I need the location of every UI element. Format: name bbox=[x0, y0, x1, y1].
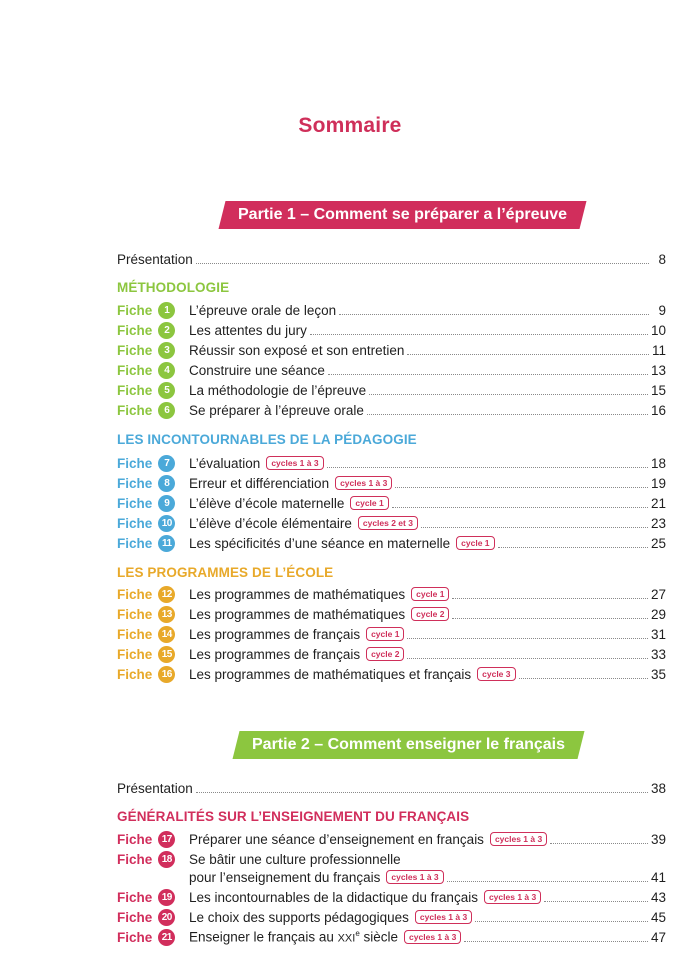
page-number: 47 bbox=[650, 929, 666, 945]
toc-entry[interactable] bbox=[117, 887, 666, 907]
fiche-label: Fiche 4 bbox=[117, 362, 189, 379]
fiche-label: Fiche 13 bbox=[117, 606, 189, 623]
entry-title: Les programmes de mathématiques bbox=[189, 586, 406, 602]
page-number: 23 bbox=[650, 515, 666, 531]
entry-title: L’élève d’école élémentaire bbox=[189, 515, 352, 531]
fiche-label: Fiche 19 bbox=[117, 889, 189, 906]
page-number: 18 bbox=[650, 455, 666, 471]
page-number: 19 bbox=[650, 475, 666, 491]
entry-title: Préparer une séance d’enseignement en français bbox=[189, 831, 484, 847]
cycle-tag: cycles 1 à 3 bbox=[490, 832, 547, 846]
fiche-label: Fiche 20 bbox=[117, 909, 189, 926]
fiche-number-badge: 15 bbox=[158, 646, 175, 663]
entry-title: Erreur et différenciation bbox=[189, 475, 330, 491]
dot-leader bbox=[519, 678, 648, 679]
fiche-label: Fiche 11 bbox=[117, 535, 189, 552]
fiche-label: Fiche 5 bbox=[117, 382, 189, 399]
section-heading-incontournables: LES INCONTOURNABLES DE LA PÉDAGOGIE bbox=[117, 432, 417, 447]
dot-leader bbox=[327, 467, 648, 468]
toc-entry[interactable] bbox=[117, 644, 666, 664]
fiche-number-badge: 12 bbox=[158, 586, 175, 603]
part-2-banner[interactable] bbox=[233, 731, 585, 759]
toc-entry[interactable] bbox=[117, 604, 666, 624]
dot-leader bbox=[392, 507, 648, 508]
fiche-label: Fiche 16 bbox=[117, 666, 189, 683]
cycle-tag: cycle 1 bbox=[350, 496, 388, 510]
toc-entry[interactable] bbox=[117, 533, 666, 553]
dot-leader bbox=[407, 658, 648, 659]
entry-title: Enseigner le français au XXIe siècle bbox=[189, 929, 399, 945]
toc-entry[interactable] bbox=[117, 927, 666, 947]
page-number: 31 bbox=[650, 626, 666, 642]
entry-title: Les programmes de mathématiques et français bbox=[189, 666, 472, 682]
cycle-tag: cycles 1 à 3 bbox=[415, 910, 472, 924]
entry-title: Les programmes de français bbox=[189, 646, 361, 662]
entry-title: L’élève d’école maternelle bbox=[189, 495, 345, 511]
cycle-tag: cycles 2 et 3 bbox=[358, 516, 418, 530]
toc-entry[interactable] bbox=[117, 624, 666, 644]
dot-leader bbox=[369, 394, 648, 395]
toc-entry[interactable] bbox=[117, 513, 666, 533]
toc-entry[interactable] bbox=[117, 380, 666, 400]
toc-entry[interactable] bbox=[117, 664, 666, 684]
fiche-number-badge: 17 bbox=[158, 831, 175, 848]
fiche-number-badge: 14 bbox=[158, 626, 175, 643]
toc-entry[interactable] bbox=[117, 320, 666, 340]
fiche-number-badge: 3 bbox=[158, 342, 175, 359]
dot-leader bbox=[407, 354, 649, 355]
fiche-number-badge: 6 bbox=[158, 402, 175, 419]
fiche-number-badge: 18 bbox=[158, 851, 175, 868]
fiche-number-badge: 19 bbox=[158, 889, 175, 906]
entry-title: Se préparer à l’épreuve orale bbox=[189, 402, 364, 418]
entry-title: Les programmes de français bbox=[189, 626, 361, 642]
fiche-number-badge: 2 bbox=[158, 322, 175, 339]
part-1-banner[interactable] bbox=[219, 201, 587, 229]
page-number: 35 bbox=[650, 666, 666, 682]
toc-entry[interactable] bbox=[117, 300, 666, 320]
entry-title: L’évaluation bbox=[189, 455, 261, 471]
cycle-tag: cycles 1 à 3 bbox=[335, 476, 392, 490]
fiche-number-badge: 1 bbox=[158, 302, 175, 319]
fiche-number-badge: 13 bbox=[158, 606, 175, 623]
dot-leader bbox=[452, 598, 647, 599]
dot-leader bbox=[421, 527, 648, 528]
page-number: 11 bbox=[651, 342, 666, 358]
fiche-number-badge: 7 bbox=[158, 455, 175, 472]
dot-leader bbox=[452, 618, 647, 619]
fiche-number-badge: 5 bbox=[158, 382, 175, 399]
page-number: 38 bbox=[650, 780, 666, 796]
page-number: 25 bbox=[650, 535, 666, 551]
fiche-label: Fiche 1 bbox=[117, 302, 189, 319]
fiche-label: Fiche 9 bbox=[117, 495, 189, 512]
page-number: 39 bbox=[650, 831, 666, 847]
dot-leader bbox=[196, 792, 648, 793]
part-2-banner-label: Partie 2 – Comment enseigner le français bbox=[252, 736, 566, 753]
entry-title: L’épreuve orale de leçon bbox=[189, 302, 337, 318]
dot-leader bbox=[196, 263, 649, 264]
dot-leader bbox=[310, 334, 648, 335]
toc-entry-line2[interactable] bbox=[117, 867, 666, 887]
fiche-label: Fiche 6 bbox=[117, 402, 189, 419]
toc-entry-line1[interactable] bbox=[117, 849, 666, 869]
entry-title: Les programmes de mathématiques bbox=[189, 606, 406, 622]
page-number: 8 bbox=[658, 251, 666, 267]
dot-leader bbox=[498, 547, 648, 548]
entry-title: Les attentes du jury bbox=[189, 322, 307, 338]
toc-entry[interactable] bbox=[117, 829, 666, 849]
page-number: 33 bbox=[650, 646, 666, 662]
fiche-number-badge: 21 bbox=[158, 929, 175, 946]
page-number: 27 bbox=[650, 586, 666, 602]
page-number: 10 bbox=[650, 322, 666, 338]
cycle-tag: cycle 1 bbox=[411, 587, 449, 601]
presentation-label: Présentation bbox=[117, 251, 193, 267]
page-number: 21 bbox=[650, 495, 666, 511]
toc-entry[interactable] bbox=[117, 473, 666, 493]
fiche-label: Fiche 8 bbox=[117, 475, 189, 492]
dot-leader bbox=[447, 881, 648, 882]
fiche-number-badge: 16 bbox=[158, 666, 175, 683]
toc-entry[interactable] bbox=[117, 340, 666, 360]
fiche-label: Fiche 18 bbox=[117, 851, 189, 868]
entry-title: Réussir son exposé et son entretien bbox=[189, 342, 405, 358]
dot-leader bbox=[367, 414, 648, 415]
dot-leader bbox=[550, 843, 648, 844]
dot-leader bbox=[475, 921, 648, 922]
fiche-label: Fiche 2 bbox=[117, 322, 189, 339]
toc-entry[interactable] bbox=[117, 907, 666, 927]
cycle-tag: cycle 1 bbox=[456, 536, 494, 550]
entry-title: Construire une séance bbox=[189, 362, 325, 378]
fiche-label: Fiche 3 bbox=[117, 342, 189, 359]
fiche-number-badge: 8 bbox=[158, 475, 175, 492]
dot-leader bbox=[395, 487, 648, 488]
fiche-number-badge: 10 bbox=[158, 515, 175, 532]
fiche-label: Fiche 10 bbox=[117, 515, 189, 532]
page-number: 9 bbox=[658, 302, 666, 318]
dot-leader bbox=[339, 314, 649, 315]
entry-title-line1: Se bâtir une culture professionnelle bbox=[189, 851, 401, 867]
entry-title: Les spécificités d’une séance en maternelle bbox=[189, 535, 451, 551]
fiche-number-badge: 9 bbox=[158, 495, 175, 512]
cycle-tag: cycles 1 à 3 bbox=[266, 456, 323, 470]
presentation-label: Présentation bbox=[117, 780, 193, 796]
toc-entry[interactable] bbox=[117, 493, 666, 513]
part-1-banner-label: Partie 1 – Comment se préparer a l’épreuve bbox=[238, 206, 568, 223]
section-heading-methodologie: MÉTHODOLOGIE bbox=[117, 280, 230, 295]
cycle-tag: cycles 1 à 3 bbox=[386, 870, 443, 884]
page-number: 15 bbox=[650, 382, 666, 398]
fiche-label: Fiche 14 bbox=[117, 626, 189, 643]
dot-leader bbox=[464, 941, 648, 942]
page-number: 45 bbox=[650, 909, 666, 925]
presentation-row-part1[interactable] bbox=[117, 249, 666, 269]
cycle-tag: cycle 2 bbox=[366, 647, 404, 661]
dot-leader bbox=[544, 901, 648, 902]
cycle-tag: cycles 1 à 3 bbox=[404, 930, 461, 944]
toc-entry[interactable] bbox=[117, 453, 666, 473]
page-number: 41 bbox=[650, 869, 666, 885]
entry-title: La méthodologie de l’épreuve bbox=[189, 382, 367, 398]
toc-entry[interactable] bbox=[117, 400, 666, 420]
fiche-number-badge: 4 bbox=[158, 362, 175, 379]
page-title: Sommaire bbox=[298, 114, 402, 137]
fiche-label: Fiche 17 bbox=[117, 831, 189, 848]
dot-leader bbox=[328, 374, 648, 375]
page-number: 29 bbox=[650, 606, 666, 622]
entry-title: Les incontournables de la didactique du français bbox=[189, 889, 478, 905]
fiche-label: Fiche 12 bbox=[117, 586, 189, 603]
section-heading-generalites: GÉNÉRALITÉS SUR L’ENSEIGNEMENT DU FRANÇAIS bbox=[117, 809, 470, 824]
fiche-label: Fiche 15 bbox=[117, 646, 189, 663]
page-number: 43 bbox=[650, 889, 666, 905]
entry-title: Le choix des supports pédagogiques bbox=[189, 909, 409, 925]
fiche-number-badge: 11 bbox=[158, 535, 175, 552]
presentation-row-part2[interactable] bbox=[117, 778, 666, 798]
fiche-label: Fiche 21 bbox=[117, 929, 189, 946]
toc-entry[interactable] bbox=[117, 584, 666, 604]
toc-entry[interactable] bbox=[117, 360, 666, 380]
cycle-tag: cycle 3 bbox=[477, 667, 515, 681]
cycle-tag: cycle 1 bbox=[366, 627, 404, 641]
fiche-label: Fiche 7 bbox=[117, 455, 189, 472]
dot-leader bbox=[407, 638, 648, 639]
fiche-number-badge: 20 bbox=[158, 909, 175, 926]
page-number: 13 bbox=[650, 362, 666, 378]
cycle-tag: cycle 2 bbox=[411, 607, 449, 621]
entry-title-line2: pour l’enseignement du français bbox=[189, 869, 381, 885]
cycle-tag: cycles 1 à 3 bbox=[484, 890, 541, 904]
section-heading-programmes: LES PROGRAMMES DE L’ÉCOLE bbox=[117, 565, 334, 580]
page-number: 16 bbox=[650, 402, 666, 418]
